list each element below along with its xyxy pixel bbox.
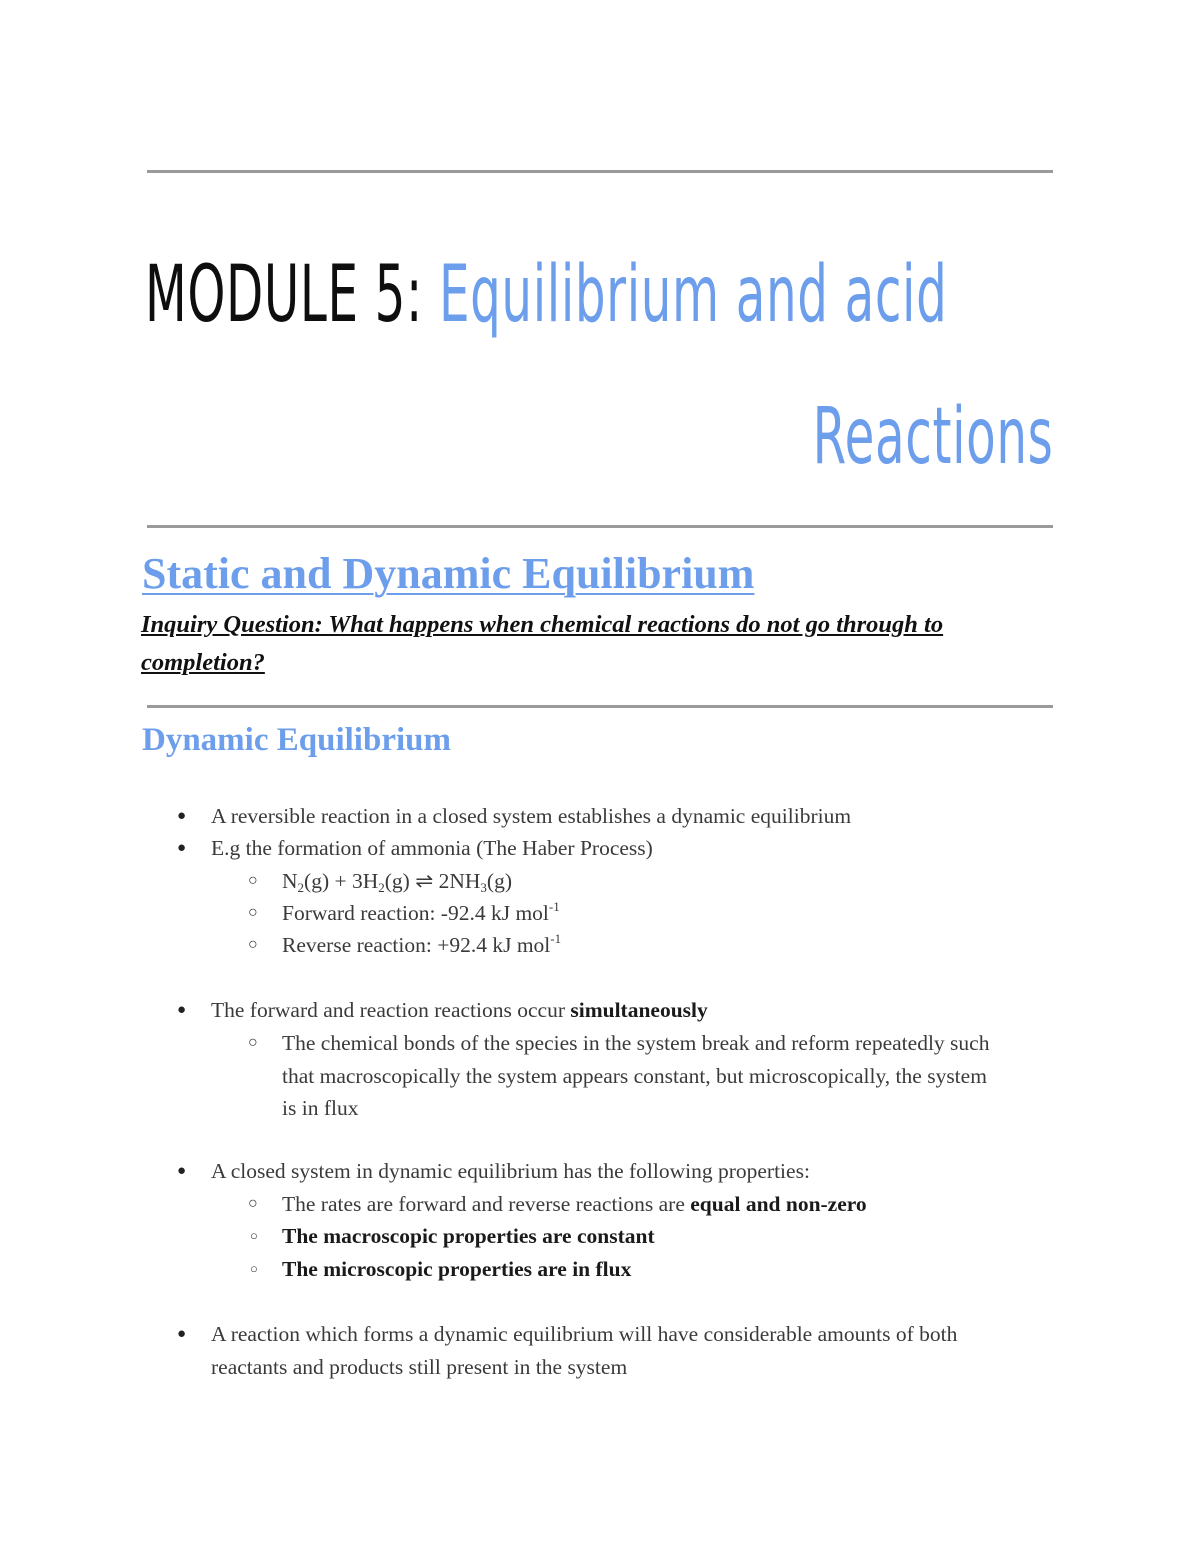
- superscript: -1: [548, 899, 560, 914]
- sub-list-item: [248, 1027, 1062, 1125]
- list-item-text: The forward and reaction reactions occur: [211, 998, 571, 1022]
- sub-list-item: [250, 1220, 1062, 1253]
- list-item-text: Reverse reaction: +92.4 kJ mol: [282, 933, 551, 957]
- list-item-text: Forward reaction: -92.4 kJ mol: [282, 901, 549, 925]
- list-item-text-line-3: is in flux: [282, 1096, 359, 1120]
- sub-list-item: [248, 929, 1062, 962]
- list-item-text: A reversible reaction in a closed system establishes a dynamic equilibrium: [211, 804, 852, 828]
- sub-list-item: [248, 897, 1062, 930]
- list-item-text-line-1: The chemical bonds of the species in the system break and reform repeatedly such: [282, 1031, 990, 1055]
- list-item-text: E.g the formation of ammonia (The Haber Process): [211, 836, 653, 860]
- list-item-text-line-2: reactants and products still present in the system: [211, 1354, 628, 1379]
- list-item: [177, 1155, 1051, 1188]
- circle-marker: ○: [248, 936, 258, 953]
- top-divider: [147, 170, 1053, 173]
- emphasis: equal and non-zero: [690, 1192, 867, 1216]
- subsection-heading: Dynamic Equilibrium: [142, 722, 451, 758]
- superscript: -1: [550, 931, 562, 946]
- inquiry-question-line-1: Inquiry Question: What happens when chemical reactions do not go through to: [141, 611, 944, 638]
- circle-marker: ○: [248, 1034, 258, 1051]
- list-item-text-line-2: that macroscopically the system appears constant, but microscopically, the system: [282, 1063, 987, 1088]
- list-item-text-line-1: A reaction which forms a dynamic equilibrium will have considerable amounts of both: [211, 1322, 958, 1346]
- module-topic-continued: Reactions: [812, 392, 1053, 482]
- emphasis: The macroscopic properties are constant: [282, 1224, 655, 1248]
- bullet-marker: ●: [177, 1002, 187, 1018]
- list-item-text: A closed system in dynamic equilibrium has the following properties:: [211, 1159, 810, 1183]
- list-item-text: The rates are forward and reverse reactions are: [282, 1192, 691, 1216]
- inquiry-question: [141, 606, 1056, 682]
- bullet-marker: ●: [177, 1326, 187, 1342]
- module-topic: Equilibrium and acid: [438, 250, 948, 340]
- equation: $N_2(g) + 3H_2(g)$ ⇌ $2NH_3(g)$: [282, 869, 512, 895]
- sub-list-item: [250, 1253, 1062, 1286]
- bullet-marker: ●: [177, 840, 187, 856]
- circle-marker: ○: [248, 904, 258, 921]
- module-number: MODULE 5:: [145, 250, 423, 340]
- circle-marker: ○: [248, 872, 258, 889]
- inquiry-question-line-2: completion?: [141, 649, 265, 676]
- small-circle-marker: ○: [250, 1228, 258, 1243]
- emphasis: The microscopic properties are in flux: [282, 1257, 632, 1281]
- emphasis: simultaneously: [570, 998, 708, 1022]
- bullet-marker: ●: [177, 808, 187, 824]
- sub-list-item: [248, 1188, 1062, 1221]
- module-title-line-1: [145, 250, 948, 340]
- small-circle-marker: ○: [250, 1261, 258, 1276]
- section-heading: Static and Dynamic Equilibrium: [142, 549, 755, 598]
- list-item: [177, 994, 1051, 1027]
- list-item: [177, 1318, 1051, 1383]
- list-item: [177, 800, 1051, 833]
- bullet-marker: ●: [177, 1163, 187, 1179]
- circle-marker: ○: [248, 1195, 258, 1212]
- title-divider: [147, 525, 1053, 528]
- module-title-line-2: [812, 392, 1053, 482]
- list-item: [177, 832, 1051, 865]
- section-divider: [147, 705, 1053, 708]
